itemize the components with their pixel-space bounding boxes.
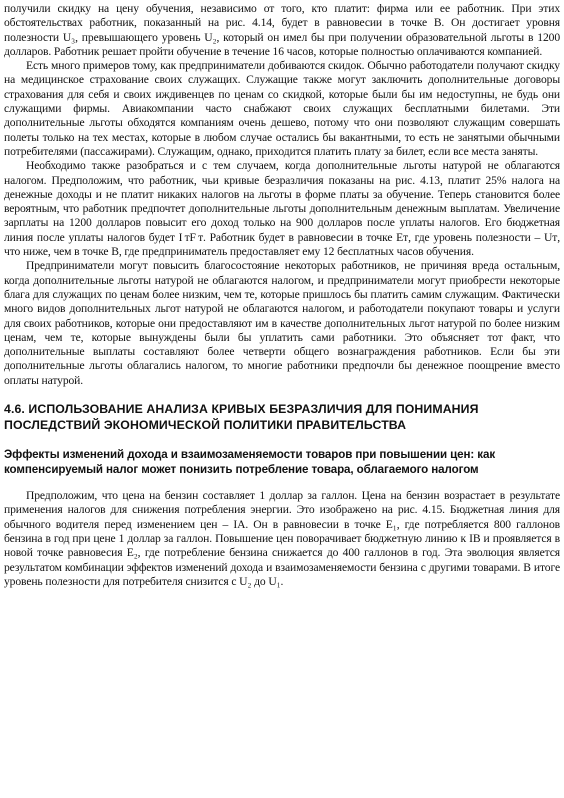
paragraph-gasoline-example: Предположим, что цена на бензин составляет 1 доллар за галлон. Цена на бензин возрастает в результате применения налогов для снижения потребления энергии. Это изображено на рис. 4.15. Бюджетная линия для обычного водителя перед изменением цен – IA. Он в равновесии в точке E₁, где потребляется 800 галлонов бензина в год при цене 1 доллар за галлон. Повышение цен поворачивает бюджетную линию к IB и проявляется в новой точке равновесия E₂, где потребление бензина снижается до 400 галлонов в год. Эта эволюция является результатом комбинации эффектов изменений дохода и взаимозаменяемости бензина с другими товарами. В итоге уровень полезности для потребителя снизится с U₂ до U₁. bbox=[4, 489, 560, 588]
section-heading: 4.6. ИСПОЛЬЗОВАНИЕ АНАЛИЗА КРИВЫХ БЕЗРАЗЛИЧИЯ ДЛЯ ПОНИМАНИЯ ПОСЛЕДСТВИЙ ЭКОНОМИЧЕСКОЙ ПОЛИТИКИ ПРАВИТЕЛЬСТВА bbox=[4, 402, 479, 433]
paragraph-continuation: получили скидку на цену обучения, независимо от того, кто платит: фирма или ее работник. При этих обстоятельствах работник, показанный на рис. 4.14, будет в равновесии в точке B. Он достигает уровня полезности U₃, превышающего уровень U₂, который он имел бы при получении образовательной льготы в 1200 долларов. Работник решает пройти обучение в течение 16 часов, которые полностью оплачиваются компанией. bbox=[4, 2, 560, 58]
paragraph-untaxed-benefits: Необходимо также разобраться и с тем случаем, когда дополнительные льготы натурой не облагаются налогом. Предположим, что работник, чьи кривые безразличия показаны на рис. 4.13, платит 25% налога на денежные доходы и не платит никаких налогов на льготы в форме платы за обучение. Теперь становится более вероятным, что работник предпочтет дополнительные льготы дополнительным денежным выплатам. Увеличение зарплаты на 1200 долларов повысит его доход только на 900 долларов после уплаты налогов. Его бюджетная линия после уплаты налогов будет I ᴛF ᴛ. Работник будет в равновесии в точке Eᴛ, где уровень полезности – Uᴛ, что ниже, чем в точке B, где предприниматель предоставляет ему 12 бесплатных часов обучения. bbox=[4, 159, 560, 259]
document-page bbox=[4, 2, 560, 589]
paragraph-discounts: Есть много примеров тому, как предприниматели добиваются скидок. Обычно работодатели получают скидку на медицинское страхование своих служащих. Служащие также могут заключить дополнительные договоры страхования для себя и своих иждивенцев по ценам со скидкой, которые были бы им недоступны, не будь они служащими фирмы. Авиакомпании часто снабжают своих служащих бесплатными билетами. Эти дополнительные льготы обходятся компаниям очень дешево, потому что они позволяют служащим совершать полеты только на тех местах, которые в любом случае остались бы вакантными, то есть не занятыми обычными потребителями (пассажирами). Служащим, однако, приходится платить плату за билет, если все места заняты. bbox=[4, 59, 560, 158]
paragraph-employer-welfare: Предприниматели могут повысить благосостояние некоторых работников, не причиняя вреда остальным, когда дополнительные льготы натурой не облагаются налогом, и предприниматели могут приобрести некоторые блага для служащих по ценам более низким, чем те, которые пришлось бы платить самим служащим. Фактически много видов дополнительных льгот натурой не облагаются налогом, и работодатели покупают товары и услуги для своих работников, которые они предоставляют им в качестве дополнительных льгот натурой по более низким ценам, чем те, которые вынуждены были бы уплатить сами работники. Это объясняет тот факт, что дополнительные выплаты составляют более четверти общего вознаграждения работников. Если бы эти дополнительные льготы облагались налогом, то многие работники предпочли бы денежное поощрение вместо оплаты натурой. bbox=[4, 259, 560, 387]
subsection-heading: Эффекты изменений дохода и взаимозаменяемости товаров при повышении цен: как компенсируемый налог может понизить потребление товара, облагаемого налогом bbox=[4, 448, 496, 477]
